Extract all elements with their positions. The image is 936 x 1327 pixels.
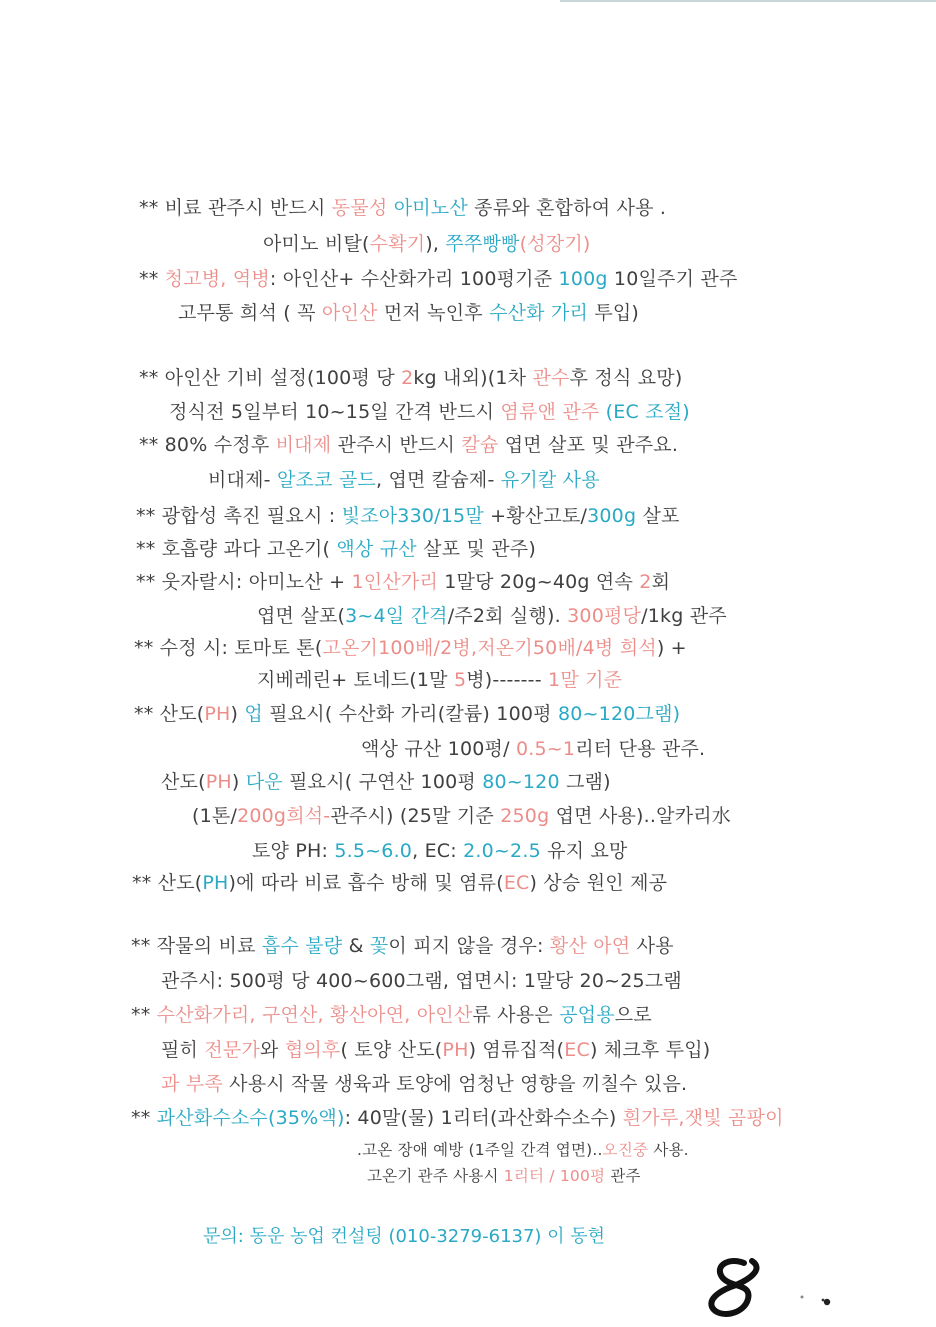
text-run: 다운 (245, 771, 290, 793)
text-run: 리터 단용 관주. (575, 738, 706, 760)
text-run: 수확기 (369, 233, 426, 255)
text-run: PH (204, 703, 231, 725)
text-run: 엽면 살포 및 관주요. (504, 434, 679, 456)
text-run: 80~120그램) (557, 703, 681, 725)
text-run: 전문가 (204, 1039, 261, 1061)
text-run: 산도( (161, 771, 206, 793)
text-run: EC (564, 1039, 590, 1061)
text-run: 유기칼 사용 (500, 469, 600, 491)
text-run: 0.5~1 (515, 738, 576, 760)
text-line (361, 738, 705, 760)
text-run: 청고병, 역병 (164, 268, 270, 290)
text-line (136, 538, 536, 560)
handwritten-page-number (700, 1255, 780, 1327)
text-run: 토양 PH: (252, 840, 335, 862)
text-run: ) 체크후 투입) (589, 1039, 711, 1061)
text-line (178, 302, 639, 324)
text-run: ** 웃자랄시: 아미노산 + (136, 571, 352, 593)
text-run: ** 비료 관주시 반드시 (139, 197, 332, 219)
text-run: 1인산가리 (351, 571, 445, 593)
text-line (192, 805, 731, 827)
text-run: 300g (587, 505, 643, 527)
text-run: 300평당 (567, 605, 642, 627)
text-run: 관주 (610, 1167, 641, 1185)
text-run: ** 산도( (134, 703, 205, 725)
text-run: 관주시: 500평 당 400~600그램, 엽면시: 1말당 20~25그램 (161, 970, 682, 992)
text-line (252, 840, 628, 862)
text-run: )에 따라 비료 흡수 방해 및 염류( (228, 872, 504, 894)
text-run: 먼저 녹인후 (383, 302, 490, 324)
text-run: 이 피지 않을 경우: (388, 935, 550, 957)
text-run: 1말 기준 (548, 669, 623, 691)
text-run: : 40말(물) 1리터(과산화수소수) (344, 1107, 623, 1129)
text-run: 협의후 (284, 1039, 341, 1061)
text-run: (1톤/ (192, 805, 238, 827)
text-run: ) 상승 원인 제공 (529, 872, 668, 894)
text-line (263, 233, 591, 255)
text-run: 황산 아연 (549, 935, 637, 957)
text-run: 흡수 불량 (261, 935, 349, 957)
text-run: , 엽면 칼슘제- (375, 469, 501, 491)
text-run: 와 (260, 1039, 285, 1061)
text-run: 칼슘 (461, 434, 505, 456)
text-line (161, 1039, 710, 1061)
text-run: 관주시) (25말 기준 (330, 805, 501, 827)
text-run: 과 부족 (161, 1073, 230, 1095)
text-run: .고온 장애 예방 (1주일 간격 엽면).. (357, 1141, 603, 1159)
text-run: PH (442, 1039, 469, 1061)
text-line (257, 605, 727, 627)
text-run: 200g희석- (237, 805, 331, 827)
text-line (208, 469, 600, 491)
text-line (134, 703, 680, 725)
text-run: ) 염류집적( (468, 1039, 565, 1061)
text-run: 2 (639, 571, 652, 593)
text-run: ** 수정 시: 토마토 톤( (134, 637, 323, 659)
text-run: 액상 규산 100평/ (361, 738, 516, 760)
text-run: 오진중 (602, 1141, 654, 1159)
text-run: 빛조아330/15말 (341, 505, 491, 527)
text-line (139, 367, 682, 389)
text-run: ) + (656, 637, 687, 659)
text-line (131, 1107, 784, 1129)
text-run: 알조코 골드 (276, 469, 376, 491)
text-run: 5.5~6.0 (334, 840, 413, 862)
text-run: EC (503, 872, 530, 894)
text-line (134, 637, 687, 659)
text-run: 흰가루,잿빛 곰팡이 (622, 1107, 784, 1129)
text-run: ** 광합성 촉진 필요시 : (136, 505, 342, 527)
text-run: 액상 규산 (336, 538, 424, 560)
text-run: 유지 요망 (547, 840, 628, 862)
text-run: PH (205, 771, 232, 793)
text-run: 과산화수소수(35%액) (156, 1107, 345, 1129)
text-run: 고무통 희석 ( 꼭 (178, 302, 322, 324)
text-run: 250g (500, 805, 556, 827)
text-run: 필히 (161, 1039, 205, 1061)
text-run: 10일주기 관주 (613, 268, 738, 290)
text-run: (EC 조절) (605, 401, 690, 423)
text-run: 으로 (614, 1004, 652, 1026)
text-run: 류 사용은 (472, 1004, 560, 1026)
text-run: 꽃 (369, 935, 389, 957)
text-run: ** (131, 1107, 157, 1129)
text-run: 관수 (532, 367, 570, 389)
text-line (161, 1073, 687, 1095)
text-run: 사용. (653, 1141, 689, 1159)
text-run: 필요시( 구연산 100평 (289, 771, 483, 793)
text-run: ) (230, 703, 245, 725)
text-run: 수산화 가리 (489, 302, 595, 324)
text-run: 살포 (642, 505, 680, 527)
text-line (139, 434, 678, 456)
text-run: /1kg 관주 (641, 605, 727, 627)
text-run: ** 호흡량 과다 고온기( (136, 538, 337, 560)
text-run: 아미노산 (393, 197, 475, 219)
text-run: 2.0~2.5 (463, 840, 548, 862)
text-run: 지베레린+ 토네드(1말 (257, 669, 454, 691)
text-run: ) (231, 771, 246, 793)
text-line (136, 505, 680, 527)
text-run: 후 정식 요망) (569, 367, 683, 389)
text-run: 병)------- (466, 669, 549, 691)
text-line (139, 268, 738, 290)
text-run: & (348, 935, 370, 957)
text-run: 고온기 관주 사용시 (367, 1167, 504, 1185)
text-run: 동물성 (331, 197, 394, 219)
text-run: 살포 및 관주) (423, 538, 536, 560)
text-run: 5 (453, 669, 467, 691)
text-run: 공업용 (559, 1004, 615, 1026)
scan-specks (796, 1290, 836, 1310)
text-run: 비대제 (275, 434, 338, 456)
text-run: 투입) (594, 302, 640, 324)
text-line (257, 669, 622, 691)
text-run: ** (139, 268, 165, 290)
text-line (169, 401, 690, 423)
text-run: , EC: (412, 840, 464, 862)
text-run: PH (202, 872, 229, 894)
text-line (161, 771, 611, 793)
text-run: 100g (558, 268, 614, 290)
text-run: 회 (651, 571, 671, 593)
text-line (136, 571, 670, 593)
text-run: ), (425, 233, 446, 255)
text-line (357, 1139, 689, 1161)
text-run: ** (131, 1004, 157, 1026)
text-line (132, 872, 667, 894)
text-run: ** 작물의 비료 (131, 935, 262, 957)
text-run: 엽면 살포( (257, 605, 346, 627)
text-run: 3~4일 간격 (345, 605, 448, 627)
text-run: ( 토양 산도( (340, 1039, 443, 1061)
text-run: 80~120 (482, 771, 566, 793)
text-run: 사용시 작물 생육과 토양에 엄청난 영향을 끼칠수 있음. (229, 1073, 688, 1095)
text-line (139, 197, 666, 219)
text-run: 1리터 / 100평 (503, 1167, 611, 1185)
text-run: 업 (244, 703, 270, 725)
text-run: 고온기100배/2병,저온기50배/4병 희석 (322, 637, 657, 659)
text-run: 그램) (566, 771, 611, 793)
text-run: 엽면 사용)..알카리水 (555, 805, 732, 827)
text-run: /주2회 실행). (447, 605, 568, 627)
text-run: 필요시( 수산화 가리(칼륨) 100평 (269, 703, 558, 725)
text-run: (성장기) (519, 233, 591, 255)
text-run: 종류와 혼합하여 사용 . (474, 197, 667, 219)
text-run: ** 산도( (132, 872, 203, 894)
text-run: 비대제- (208, 469, 277, 491)
text-run: 정식전 5일부터 10~15일 간격 반드시 (169, 401, 501, 423)
text-run: 사용 (636, 935, 674, 957)
text-line (131, 1004, 652, 1026)
text-run: ** 아인산 기비 설정(100평 당 (139, 367, 402, 389)
text-run: ** 80% 수정후 (139, 434, 276, 456)
text-run: kg 내외)(1차 (413, 367, 533, 389)
text-run: +황산고토/ (490, 505, 588, 527)
text-run: 관주시 반드시 (337, 434, 462, 456)
text-run: 쭈쭈빵빵 (445, 233, 520, 255)
contact-footer: 문의: 동운 농업 컨설팅 (010-3279-6137) 이 동현 (203, 1226, 606, 1247)
text-line (161, 970, 682, 992)
text-run: 2 (401, 367, 414, 389)
text-run: 수산화가리, 구연산, 황산아연, 아인산 (156, 1004, 473, 1026)
text-line (367, 1165, 641, 1187)
text-run: 1말당 20g~40g 연속 (444, 571, 640, 593)
text-run: 아미노 비탈( (263, 233, 370, 255)
text-run: 아인산 (321, 302, 384, 324)
text-line (131, 935, 674, 957)
text-run: 염류앤 관주 (500, 401, 606, 423)
text-run: : 아인산+ 수산화가리 100평기준 (269, 268, 559, 290)
